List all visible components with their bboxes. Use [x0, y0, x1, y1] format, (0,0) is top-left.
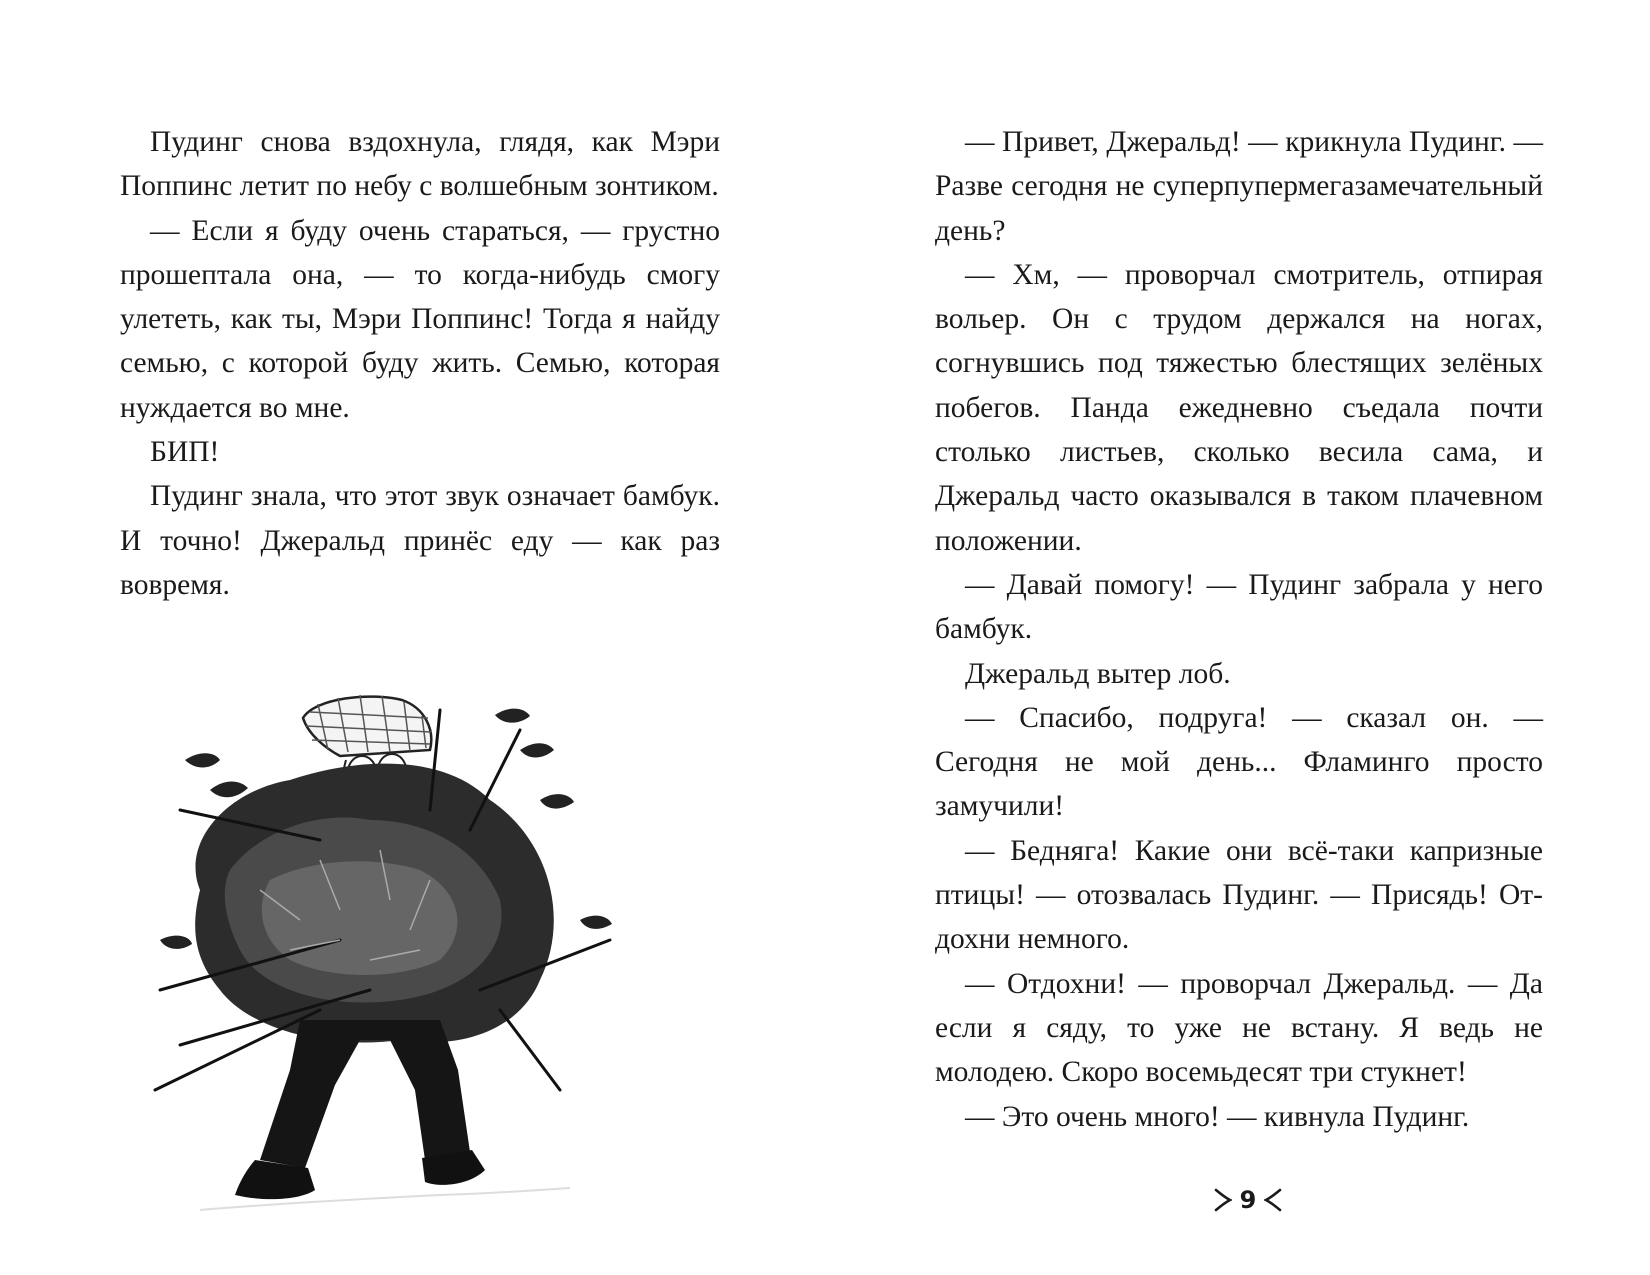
- paragraph: — Если я буду очень стараться, — грустно прошептала она, — то когда-нибудь смогу улететь, как ты, Мэри Поппинс! Тогда я найду семью, с которой буду жить. Семью, которая нуждается во мне.: [120, 214, 720, 424]
- right-page: [825, 0, 1650, 1275]
- left-chevron-ornament-icon: [1264, 1187, 1282, 1213]
- paragraph: — Отдохни! — проворчал Джеральд. — Да если я сяду, то уже не встану. Я ведь не молодею. Скоро восемьдесят три стукнет!: [935, 967, 1543, 1089]
- paragraph: Пудинг снова вздохнула, глядя, как Мэри Поппинс летит по небу с волшебным зонтиком.: [120, 126, 720, 203]
- paragraph: Пудинг знала, что этот звук означает бамбук. И точно! Джеральд принёс еду — как раз вовремя.: [120, 480, 720, 601]
- paragraph: — Хм, — проворчал смотритель, отпирая вольер. Он с трудом держался на ногах, согнувшись под тяжестью блестящих зелёных побегов. Панда ежедневно съедала почти столько листьев, сколько весила сама, и Джеральд часто оказывался в таком плачевном положении.: [935, 258, 1543, 557]
- paragraph: Джеральд вытер лоб.: [965, 657, 1231, 690]
- right-chevron-ornament-icon: [1214, 1187, 1232, 1213]
- paragraph: — Это очень много! — кивнула Пудинг.: [965, 1100, 1470, 1133]
- paragraph: — Давай помогу! — Пудинг забрала у него бамбук.: [935, 568, 1543, 646]
- paragraph: БИП!: [150, 436, 220, 469]
- page-number: 9: [1239, 1186, 1257, 1214]
- paragraph: — Спасибо, подруга! — сказал он. — Сегодня не мой день... Фламинго просто замучили!: [935, 701, 1543, 823]
- page-number-folio: [1203, 1182, 1293, 1218]
- paragraph: — Привет, Джеральд! — крикнула Пудинг. — Разве сегодня не суперпупермегазамечательный день?: [935, 126, 1543, 247]
- paragraph: — Бедняга! Какие они всё-таки капризные птицы! — отозвалась Пудинг. — Присядь! Отдохни немного.: [935, 834, 1543, 956]
- right-page-text: [935, 120, 1543, 1139]
- left-page-text: [120, 120, 720, 607]
- legs-icon: [200, 1020, 570, 1210]
- checkered-cap-icon: [303, 695, 431, 756]
- zookeeper-carrying-bamboo-illustration: [140, 690, 660, 1270]
